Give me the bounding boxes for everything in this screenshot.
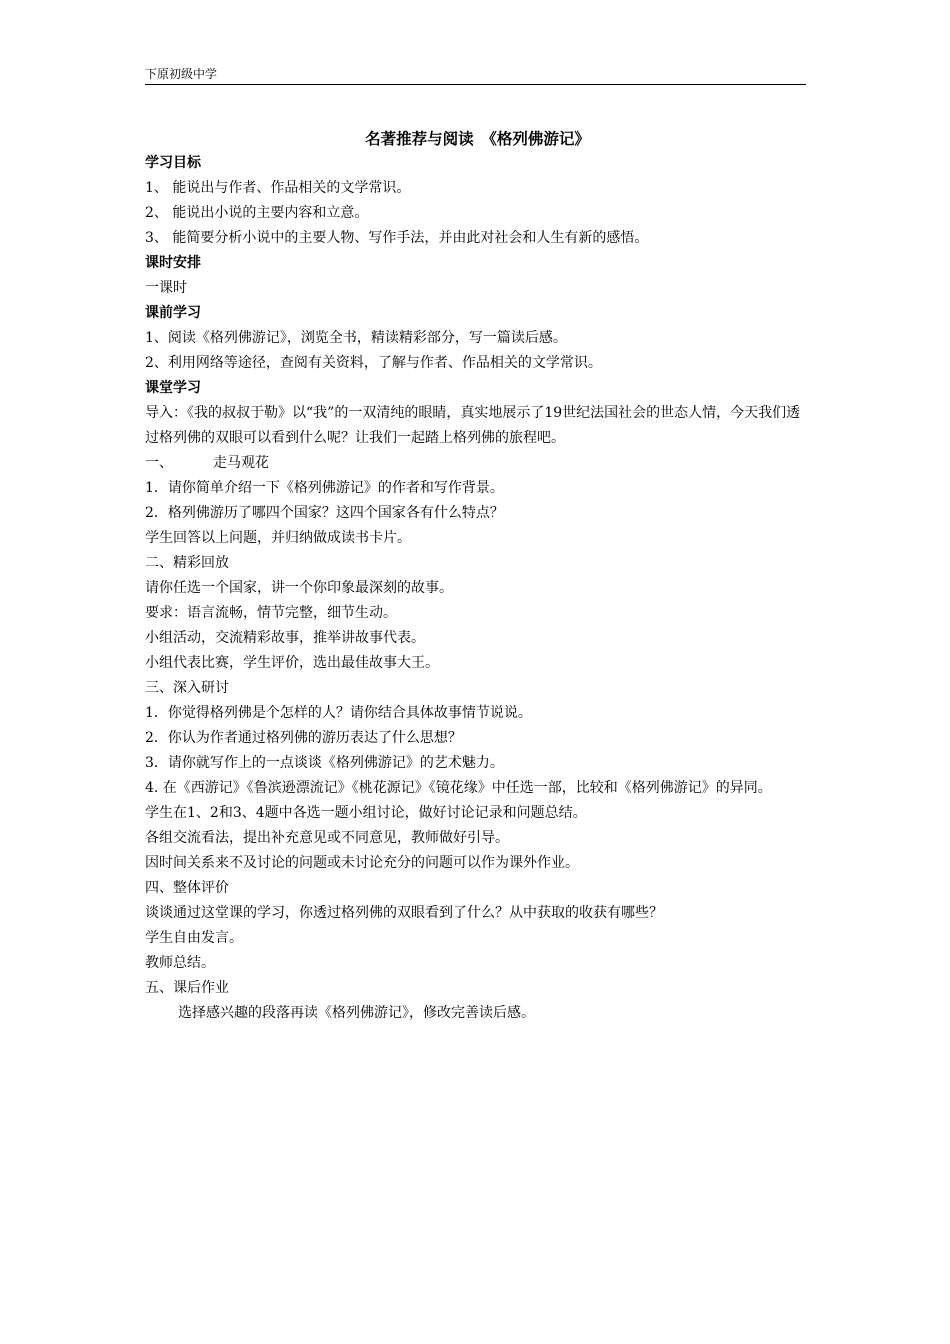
part4-item: 谈谈通过这堂课的学习，你透过格列佛的双眼看到了什么？从中获取的收获有哪些？ [145,905,663,921]
part1-title: 走马观花 [213,455,269,471]
part3-item: 3．请你就写作上的一点谈谈《格列佛游记》的艺术魅力。 [145,755,504,771]
goal-item: 3、 能简要分析小说中的主要人物、写作手法，并由此对社会和人生有新的感悟。 [145,230,649,246]
part1-heading [145,451,810,476]
schedule-value: 一课时 [145,280,187,296]
goal-item: 2、 能说出小说的主要内容和立意。 [145,205,369,221]
part3-note: 各组交流看法，提出补充意见或不同意见，教师做好引导。 [145,830,509,846]
part5-text: 选择感兴趣的段落再读《格列佛游记》，修改完善读后感。 [178,1005,535,1021]
prestudy-item: 2、利用网络等途径，查阅有关资料，了解与作者、作品相关的文学常识。 [145,355,602,371]
part2-item: 小组代表比赛，学生评价，选出最佳故事大王。 [145,655,439,671]
part2-item: 要求：语言流畅，情节完整，细节生动。 [145,605,397,621]
part1-item: 2．格列佛游历了哪四个国家？这四个国家各有什么特点？ [145,505,504,521]
goals-heading: 学习目标 [145,155,201,171]
part3-item: 2．你认为作者通过格列佛的游历表达了什么思想？ [145,730,462,746]
schedule-heading: 课时安排 [145,255,201,271]
part4-heading: 四、整体评价 [145,880,229,896]
part1-item: 1．请你简单介绍一下《格列佛游记》的作者和写作背景。 [145,480,504,496]
part1-number: 一、 [145,455,173,471]
intro-paragraph: 导入：《我的叔叔于勒》以“我”的一双清纯的眼睛，真实地展示了19世纪法国社会的世态人情，今天我们透过格列佛的双眼可以看到什么呢？让我们一起踏上格列佛的旅程吧。 [145,405,801,446]
part3-item: 4. 在《西游记》《鲁滨逊漂流记》《桃花源记》《镜花缘》中任选一部，比较和《格列佛游记》的异同。 [145,780,772,796]
document-title: 名著推荐与阅读 《格列佛游记》 [365,129,590,148]
part1-item: 学生回答以上问题，并归纳做成读书卡片。 [145,530,411,546]
part4-item: 学生自由发言。 [145,930,243,946]
part3-item: 1．你觉得格列佛是个怎样的人？请你结合具体故事情节说说。 [145,705,532,721]
part3-heading: 三、深入研讨 [145,680,229,696]
classroom-heading: 课堂学习 [145,380,201,396]
part2-item: 小组活动，交流精彩故事，推举讲故事代表。 [145,630,425,646]
part4-item: 教师总结。 [145,955,215,971]
part5-heading: 五、课后作业 [145,980,229,996]
school-name: 下原初级中学 [145,67,218,81]
goal-item: 1、 能说出与作者、作品相关的文学常识。 [145,180,411,196]
prestudy-item: 1、阅读《格列佛游记》，浏览全书，精读精彩部分，写一篇读后感。 [145,330,567,346]
part3-note: 学生在1、2和3、4题中各选一题小组讨论，做好讨论记录和问题总结。 [145,805,587,821]
page-header [145,66,806,85]
part2-item: 请你任选一个国家，讲一个你印象最深刻的故事。 [145,580,453,596]
part3-note: 因时间关系来不及讨论的问题或未讨论充分的问题可以作为课外作业。 [145,855,579,871]
document-body [145,126,810,1026]
prestudy-heading: 课前学习 [145,305,201,321]
part2-heading: 二、精彩回放 [145,555,229,571]
